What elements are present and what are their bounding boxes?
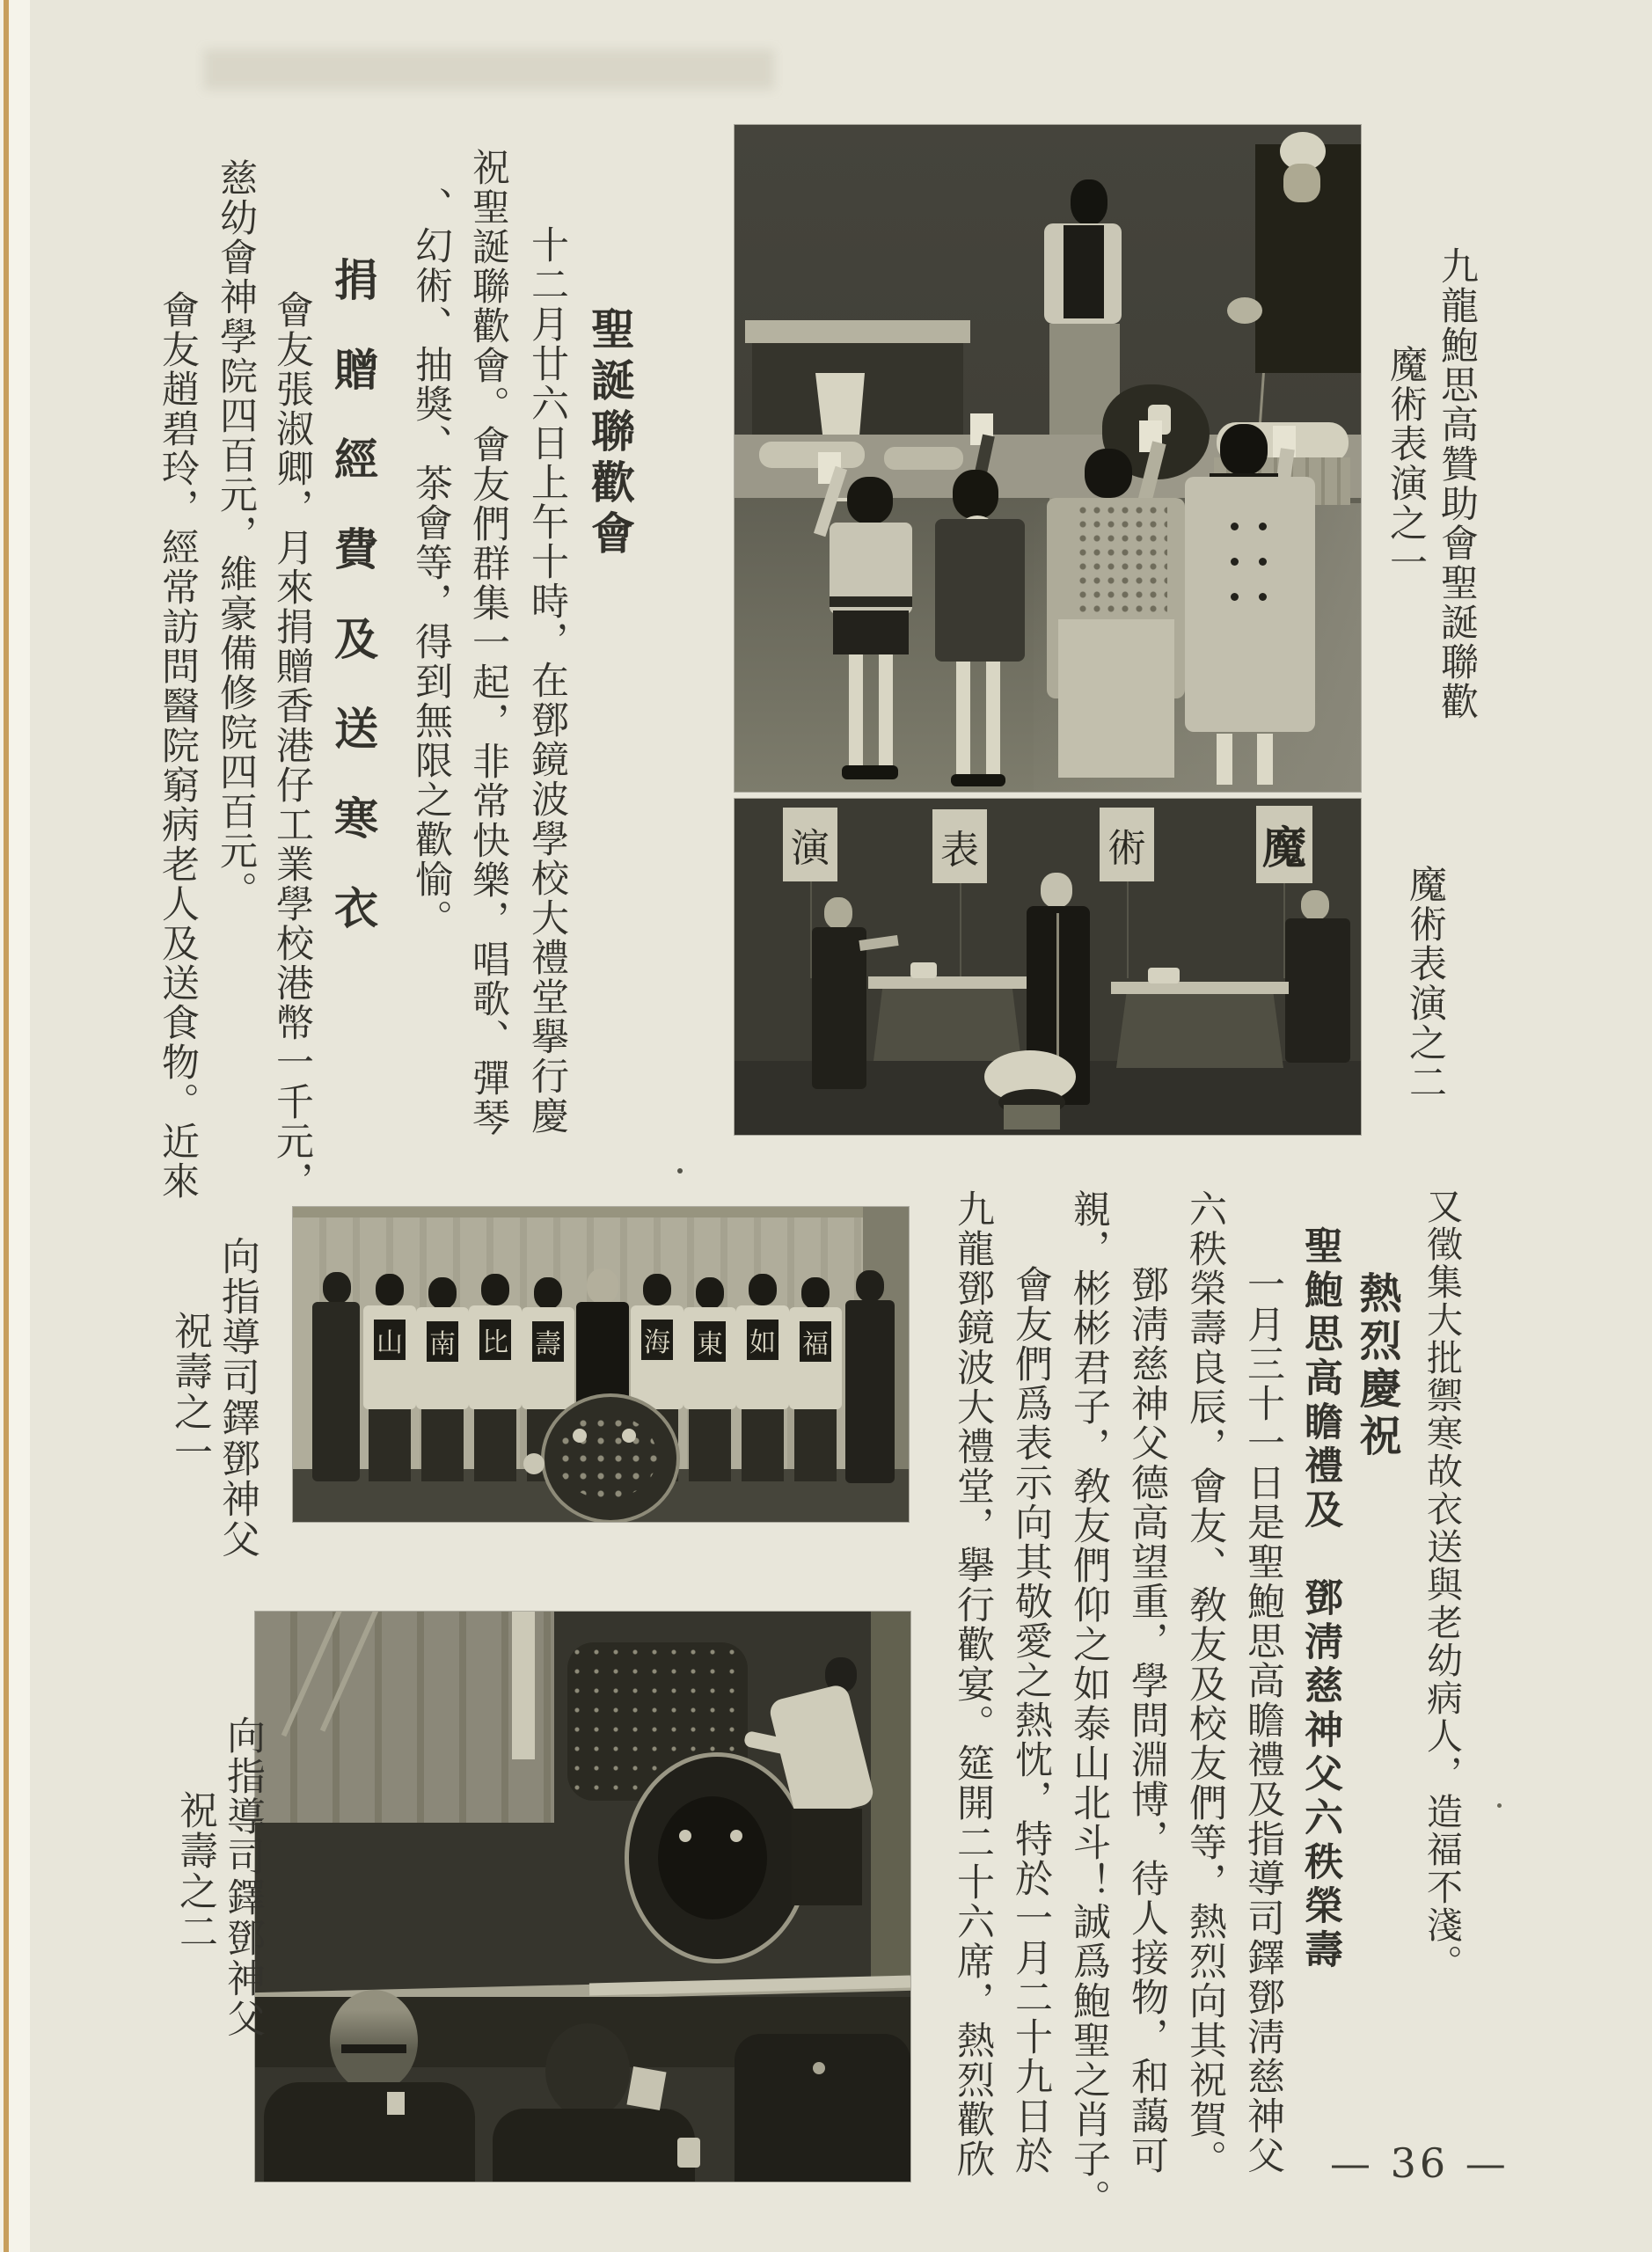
figure-assistant-left-head <box>824 897 852 929</box>
banner-char-mo: 魔 <box>1256 806 1312 883</box>
figure-member-head <box>749 1274 777 1305</box>
figure-girl2-leg <box>956 662 970 776</box>
lion-eye <box>679 1830 691 1842</box>
article2-leadin-column: 又徵集大批禦寒故衣送與老幼病人，造福不淺。 <box>1421 1188 1463 1982</box>
figure-member-pants <box>369 1409 411 1481</box>
caption-top-right-line2: 魔術表演之一 <box>1384 345 1428 582</box>
wall-bright-slit <box>512 1612 535 1759</box>
caption-birthday1-line2: 祝壽之一 <box>167 1311 212 1473</box>
figure-member-pants <box>421 1409 464 1481</box>
figure-member-head <box>696 1277 724 1309</box>
figure-girl2-shoes <box>951 774 1005 786</box>
prop-item <box>1148 968 1180 983</box>
figure-girl1-skirt <box>833 611 909 654</box>
lion-eye <box>573 1429 587 1443</box>
figure-girl1-leg <box>849 654 863 767</box>
prop-table-front <box>874 989 1021 1061</box>
scan-speck <box>677 1168 683 1174</box>
article1-column: 會友張淑卿，月來捐贈香港仔工業學校港幣一千元， <box>270 290 314 1201</box>
article2-column: 會友們爲表示向其敬愛之熱忱，特於一月二十九日於 <box>1009 1265 1053 2175</box>
coat-button <box>1231 593 1239 601</box>
article1-title: 聖誕聯歡會 <box>584 306 636 561</box>
coat-button <box>1259 558 1267 566</box>
figure-girl3-vest-pattern <box>1076 503 1167 619</box>
figure-girl1-stripe <box>830 596 912 607</box>
article1-column: 會友趙碧玲，經常訪問醫院窮病老人及送食物。近來 <box>156 290 200 1201</box>
photo-lion-dance <box>255 1612 910 2182</box>
figure-assistant-right-head <box>1301 890 1329 920</box>
flower-basket <box>1004 1105 1060 1130</box>
scan-binding-line <box>4 0 9 2252</box>
bleedthrough-smudge <box>204 49 774 90</box>
figure-girl4-head <box>1220 424 1268 475</box>
prop-table-top <box>868 976 1027 989</box>
caption-top-right-line1: 九龍鮑思高贊助會聖誕聯歡 <box>1435 246 1479 721</box>
scan-speck <box>1497 1803 1502 1808</box>
bib-char: 南 <box>427 1321 458 1362</box>
figure-girl4-sock <box>1217 734 1232 785</box>
figure-member-head <box>801 1277 830 1309</box>
figure-member-head <box>534 1277 562 1309</box>
lion-eye <box>730 1830 742 1842</box>
figure-man-right-body <box>845 1300 895 1483</box>
audience-collar <box>387 2092 405 2115</box>
caption-magic-2: 魔術表演之二 <box>1403 865 1447 1102</box>
article1-subtitle: 捐贈經費及送寒衣 <box>327 257 379 975</box>
banner-string <box>960 881 961 978</box>
figure-assistant-right-body <box>1285 918 1350 1063</box>
bib-char: 比 <box>479 1320 511 1360</box>
backstage-wall <box>255 1612 554 1823</box>
bib-char: 福 <box>800 1321 831 1362</box>
figure-member-pants <box>689 1409 731 1481</box>
figure-member-pants <box>794 1409 837 1481</box>
figure-handler-legs <box>792 1809 862 1905</box>
article2-title: 熱烈慶祝 <box>1352 1271 1401 1461</box>
banner-char-biao: 表 <box>932 809 987 883</box>
photo-magic-show <box>735 799 1361 1135</box>
food-blob <box>759 442 865 468</box>
lion-eye <box>622 1429 636 1443</box>
figure-girl2-head <box>953 470 998 519</box>
figure-member-head <box>481 1274 509 1305</box>
highlight-cup <box>677 2138 700 2168</box>
article1-column: 十二月廿六日上午十時，在鄧鏡波學校大禮堂擧行慶 <box>525 225 569 1136</box>
figure-priest-head <box>587 1269 618 1304</box>
figure-man-left-body <box>312 1302 360 1481</box>
figure-girl2-coat <box>935 519 1025 662</box>
article2-column: 一月三十一日是聖鮑思高瞻禮及指導司鐸鄧淸慈神父 <box>1241 1265 1285 2175</box>
coat-button <box>1231 523 1239 530</box>
page-number: — 36 — <box>1330 2139 1509 2187</box>
prize-table-top <box>745 320 970 343</box>
article2-column: 九龍鄧鏡波大禮堂，擧行歡宴。筵開二十六席，熱烈歡欣 <box>951 1189 995 2179</box>
caption-birthday2-line1: 向指導司鐸鄧神父 <box>220 1715 265 2039</box>
photo-christmas-party <box>735 125 1361 792</box>
article1-column: 、幻術、抽獎、茶會等，得到無限之歡愉。 <box>409 186 453 939</box>
figure-priest-hand <box>1227 297 1262 324</box>
figure-member-head <box>428 1277 457 1309</box>
article2-subtitle: 聖鮑思高瞻禮及 鄧淸慈神父六秩榮壽 <box>1297 1225 1342 1973</box>
figure-girl3-head <box>1085 449 1132 498</box>
figure-boy-head <box>1071 179 1107 225</box>
figure-girl4-coat <box>1185 477 1315 732</box>
prop-table-front <box>1116 994 1283 1068</box>
food-blob <box>884 447 963 470</box>
audience-shoulders <box>264 2082 475 2182</box>
prop-table-top <box>1111 982 1289 994</box>
figure-girl1-shoes <box>842 765 898 779</box>
audience-head <box>545 2023 630 2118</box>
lion-head-fringe <box>557 1415 657 1499</box>
figure-girl2-leg <box>986 662 1000 776</box>
caption-birthday2-line2: 祝壽之二 <box>172 1790 217 1952</box>
coat-button <box>1231 558 1239 566</box>
article1-column: 慈幼會神學院四百元，維豪備修院四百元。 <box>214 158 258 910</box>
figure-girl1-head <box>847 477 893 524</box>
audience-mass-right <box>735 2034 910 2182</box>
banner-char-yan: 演 <box>783 808 837 881</box>
coat-button <box>1259 523 1267 530</box>
bib-char: 海 <box>641 1320 673 1360</box>
side-column <box>871 1612 910 1990</box>
article2-column: 親，彬彬君子，敎友們仰之如泰山北斗！誠爲鮑聖之肖子。 <box>1067 1189 1111 2219</box>
audience-head-bald <box>330 1990 418 2092</box>
article2-column: 鄧淸慈神父德高望重，學問淵博，待人接物，和藹可 <box>1125 1265 1169 2175</box>
figure-girl1-leg <box>879 654 893 767</box>
curtain-top-shadow <box>293 1207 909 1217</box>
audience-paper <box>626 2066 666 2110</box>
photo-birthday-group <box>293 1207 909 1522</box>
lion-pom <box>523 1453 545 1474</box>
figure-girl3-trousers <box>1058 619 1174 778</box>
article1-column: 祝聖誕聯歡會。會友們群集一起，非常快樂，唱歌、彈琴 <box>466 148 510 1137</box>
figure-member-pants <box>474 1409 516 1481</box>
figure-boy-vest <box>1064 225 1104 318</box>
figure-priest-face <box>1283 164 1320 202</box>
coat-button <box>1259 593 1267 601</box>
figure-member-head <box>643 1274 671 1305</box>
figure-member-head <box>376 1274 404 1305</box>
bib-char: 壽 <box>532 1321 564 1362</box>
figure-man-left-head <box>323 1272 351 1304</box>
article2-column: 六秩榮壽良辰，會友、敎友及校友們等，熱烈向其祝賀。 <box>1183 1189 1227 2179</box>
bib-char: 東 <box>694 1321 726 1362</box>
banner-string <box>1127 881 1129 978</box>
highlight-dot <box>813 2062 825 2074</box>
figure-man-right-head <box>856 1270 884 1302</box>
bib-char: 如 <box>747 1320 778 1360</box>
figure-member-pants <box>742 1409 784 1481</box>
bib-char: 山 <box>374 1320 406 1360</box>
banner-char-shu: 術 <box>1100 808 1154 881</box>
figure-assistant-left-body <box>812 927 866 1089</box>
prop-item <box>910 962 937 978</box>
figure-girl4-sock <box>1257 734 1273 785</box>
caption-birthday1-line1: 向指導司鐸鄧神父 <box>215 1236 259 1560</box>
figure-magician-head <box>1041 873 1072 908</box>
lion-face <box>658 1796 767 1919</box>
audience-glasses <box>341 2044 406 2053</box>
audience-shoulders <box>493 2109 695 2182</box>
